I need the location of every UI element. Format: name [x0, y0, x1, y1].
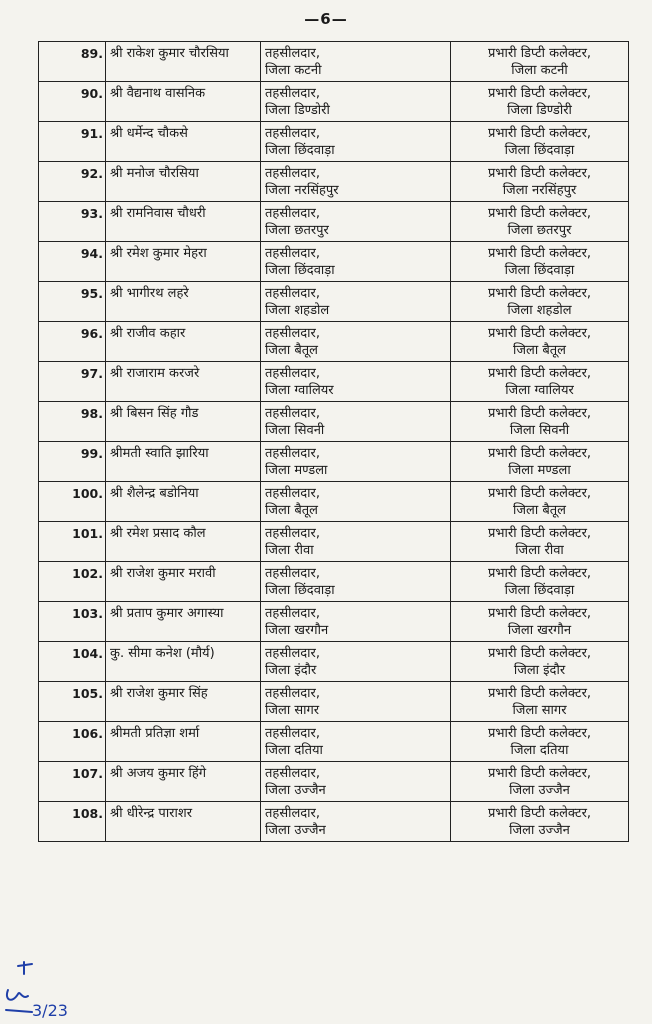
- new-designation: प्रभारी डिप्टी कलेक्टर,: [487, 46, 592, 61]
- current-district: जिला ग्वालियर: [265, 383, 334, 398]
- current-designation: तहसीलदार,: [265, 46, 321, 61]
- new-district: जिला सिवनी: [509, 423, 570, 438]
- serial-number: 89.: [39, 42, 106, 82]
- current-district: जिला छिंदवाड़ा: [265, 263, 335, 278]
- serial-number: 91.: [39, 122, 106, 162]
- current-designation: तहसीलदार,: [265, 126, 321, 141]
- new-designation: प्रभारी डिप्टी कलेक्टर,: [487, 366, 592, 381]
- current-posting: [261, 322, 451, 362]
- new-posting: [451, 562, 629, 602]
- current-posting: [261, 162, 451, 202]
- table-row: [39, 722, 629, 762]
- new-designation: प्रभारी डिप्टी कलेक्टर,: [487, 446, 592, 461]
- table-row: [39, 202, 629, 242]
- current-district: जिला छिंदवाड़ा: [265, 143, 335, 158]
- current-district: जिला सागर: [265, 703, 320, 718]
- new-posting: [451, 162, 629, 202]
- officer-name: श्री राजेश कुमार सिंह: [106, 682, 261, 722]
- serial-number: 93.: [39, 202, 106, 242]
- new-posting: [451, 802, 629, 842]
- current-district: जिला इंदौर: [265, 663, 317, 678]
- table-row: [39, 42, 629, 82]
- serial-number: 106.: [39, 722, 106, 762]
- table-row: [39, 442, 629, 482]
- current-designation: तहसीलदार,: [265, 726, 321, 741]
- table-row: [39, 522, 629, 562]
- current-designation: तहसीलदार,: [265, 646, 321, 661]
- serial-number: 99.: [39, 442, 106, 482]
- table-row: [39, 682, 629, 722]
- serial-number: 104.: [39, 642, 106, 682]
- new-district: जिला शहडोल: [507, 303, 572, 318]
- serial-number: 96.: [39, 322, 106, 362]
- officer-name: श्री रामनिवास चौधरी: [106, 202, 261, 242]
- serial-number: 90.: [39, 82, 106, 122]
- new-district: जिला उज्जैन: [509, 783, 570, 798]
- new-district: जिला मण्डला: [508, 463, 571, 478]
- current-designation: तहसीलदार,: [265, 166, 321, 181]
- new-posting: [451, 482, 629, 522]
- officer-name: श्री मनोज चौरसिया: [106, 162, 261, 202]
- new-district: जिला सागर: [512, 703, 567, 718]
- current-posting: [261, 642, 451, 682]
- new-posting: [451, 442, 629, 482]
- new-designation: प्रभारी डिप्टी कलेक्टर,: [487, 646, 592, 661]
- new-district: जिला छतरपुर: [507, 223, 572, 238]
- officer-name: श्री बिसन सिंह गौड: [106, 402, 261, 442]
- current-district: जिला डिण्डोरी: [265, 103, 330, 118]
- officer-name: श्री राजाराम करजरे: [106, 362, 261, 402]
- new-designation: प्रभारी डिप्टी कलेक्टर,: [487, 726, 592, 741]
- new-district: जिला डिण्डोरी: [507, 103, 572, 118]
- new-posting: [451, 42, 629, 82]
- new-district: जिला ग्वालियर: [505, 383, 574, 398]
- current-posting: [261, 802, 451, 842]
- new-designation: प्रभारी डिप्टी कलेक्टर,: [487, 166, 592, 181]
- current-designation: तहसीलदार,: [265, 686, 321, 701]
- officer-name: श्री रमेश प्रसाद कौल: [106, 522, 261, 562]
- current-designation: तहसीलदार,: [265, 326, 321, 341]
- current-designation: तहसीलदार,: [265, 526, 321, 541]
- officer-name: श्री अजय कुमार हिंगे: [106, 762, 261, 802]
- current-district: जिला खरगौन: [265, 623, 329, 638]
- new-posting: [451, 362, 629, 402]
- current-posting: [261, 442, 451, 482]
- signature-initials: [2, 960, 82, 1024]
- new-posting: [451, 522, 629, 562]
- serial-number: 95.: [39, 282, 106, 322]
- new-posting: [451, 282, 629, 322]
- new-designation: प्रभारी डिप्टी कलेक्टर,: [487, 206, 592, 221]
- current-district: जिला उज्जैन: [265, 783, 326, 798]
- current-district: जिला कटनी: [265, 63, 322, 78]
- new-posting: [451, 322, 629, 362]
- officer-name: श्री भागीरथ लहरे: [106, 282, 261, 322]
- current-designation: तहसीलदार,: [265, 606, 321, 621]
- table-row: [39, 162, 629, 202]
- current-district: जिला रीवा: [265, 543, 314, 558]
- current-designation: तहसीलदार,: [265, 246, 321, 261]
- current-district: जिला छिंदवाड़ा: [265, 583, 335, 598]
- new-posting: [451, 642, 629, 682]
- new-district: जिला कटनी: [511, 63, 568, 78]
- current-posting: [261, 82, 451, 122]
- current-district: जिला दतिया: [265, 743, 323, 758]
- serial-number: 108.: [39, 802, 106, 842]
- current-district: जिला बैतूल: [265, 343, 318, 358]
- officer-name: श्रीमती स्वाति झारिया: [106, 442, 261, 482]
- serial-number: 92.: [39, 162, 106, 202]
- current-designation: तहसीलदार,: [265, 286, 321, 301]
- table-row: [39, 322, 629, 362]
- current-posting: [261, 482, 451, 522]
- new-posting: [451, 202, 629, 242]
- new-designation: प्रभारी डिप्टी कलेक्टर,: [487, 86, 592, 101]
- current-posting: [261, 282, 451, 322]
- serial-number: 105.: [39, 682, 106, 722]
- current-posting: [261, 762, 451, 802]
- new-district: जिला बैतूल: [513, 343, 566, 358]
- current-posting: [261, 242, 451, 282]
- current-district: जिला उज्जैन: [265, 823, 326, 838]
- officer-name: श्री राजीव कहार: [106, 322, 261, 362]
- new-posting: [451, 122, 629, 162]
- new-designation: प्रभारी डिप्टी कलेक्टर,: [487, 526, 592, 541]
- current-designation: तहसीलदार,: [265, 446, 321, 461]
- new-posting: [451, 602, 629, 642]
- new-posting: [451, 722, 629, 762]
- new-district: जिला उज्जैन: [509, 823, 570, 838]
- new-designation: प्रभारी डिप्टी कलेक्टर,: [487, 806, 592, 821]
- officer-name: श्री राकेश कुमार चौरसिया: [106, 42, 261, 82]
- current-posting: [261, 202, 451, 242]
- table-row: [39, 802, 629, 842]
- officer-name: श्री वैद्यनाथ वासनिक: [106, 82, 261, 122]
- signature-date: 3/23: [32, 1001, 68, 1020]
- new-posting: [451, 762, 629, 802]
- serial-number: 100.: [39, 482, 106, 522]
- new-posting: [451, 402, 629, 442]
- current-posting: [261, 562, 451, 602]
- serial-number: 98.: [39, 402, 106, 442]
- current-district: जिला बैतूल: [265, 503, 318, 518]
- current-designation: तहसीलदार,: [265, 406, 321, 421]
- current-posting: [261, 42, 451, 82]
- table-row: [39, 242, 629, 282]
- new-district: जिला छिंदवाड़ा: [504, 143, 575, 158]
- current-designation: तहसीलदार,: [265, 486, 321, 501]
- new-designation: प्रभारी डिप्टी कलेक्टर,: [487, 486, 592, 501]
- serial-number: 103.: [39, 602, 106, 642]
- officer-name: श्री रमेश कुमार मेहरा: [106, 242, 261, 282]
- current-designation: तहसीलदार,: [265, 566, 321, 581]
- officer-name: कु. सीमा कनेश (मौर्य): [106, 642, 261, 682]
- current-designation: तहसीलदार,: [265, 86, 321, 101]
- serial-number: 107.: [39, 762, 106, 802]
- officer-name: श्री राजेश कुमार मरावी: [106, 562, 261, 602]
- serial-number: 94.: [39, 242, 106, 282]
- current-designation: तहसीलदार,: [265, 806, 321, 821]
- table-row: [39, 362, 629, 402]
- transfer-table: [38, 41, 629, 842]
- new-designation: प्रभारी डिप्टी कलेक्टर,: [487, 126, 592, 141]
- new-district: जिला इंदौर: [513, 663, 566, 678]
- table-row: [39, 122, 629, 162]
- table-row: [39, 282, 629, 322]
- new-posting: [451, 682, 629, 722]
- new-designation: प्रभारी डिप्टी कलेक्टर,: [487, 566, 592, 581]
- current-district: जिला छतरपुर: [265, 223, 329, 238]
- new-designation: प्रभारी डिप्टी कलेक्टर,: [487, 326, 592, 341]
- new-district: जिला बैतूल: [513, 503, 566, 518]
- new-district: जिला दतिया: [510, 743, 569, 758]
- current-posting: [261, 362, 451, 402]
- current-posting: [261, 722, 451, 762]
- new-designation: प्रभारी डिप्टी कलेक्टर,: [487, 606, 592, 621]
- table-row: [39, 482, 629, 522]
- new-designation: प्रभारी डिप्टी कलेक्टर,: [487, 766, 592, 781]
- page-number: —6—: [304, 10, 348, 28]
- current-posting: [261, 682, 451, 722]
- current-posting: [261, 522, 451, 562]
- serial-number: 102.: [39, 562, 106, 602]
- new-district: जिला नरसिंहपुर: [502, 183, 577, 198]
- new-designation: प्रभारी डिप्टी कलेक्टर,: [487, 286, 592, 301]
- table-row: [39, 642, 629, 682]
- current-district: जिला सिवनी: [265, 423, 325, 438]
- serial-number: 97.: [39, 362, 106, 402]
- officer-name: श्री शैलेन्द्र बडोनिया: [106, 482, 261, 522]
- current-posting: [261, 602, 451, 642]
- table-row: [39, 762, 629, 802]
- current-posting: [261, 122, 451, 162]
- officer-name: श्री धर्मेन्द चौकसे: [106, 122, 261, 162]
- new-district: जिला छिंदवाड़ा: [504, 583, 575, 598]
- table-row: [39, 402, 629, 442]
- new-designation: प्रभारी डिप्टी कलेक्टर,: [487, 686, 592, 701]
- new-designation: प्रभारी डिप्टी कलेक्टर,: [487, 406, 592, 421]
- serial-number: 101.: [39, 522, 106, 562]
- current-designation: तहसीलदार,: [265, 766, 321, 781]
- current-district: जिला नरसिंहपुर: [265, 183, 339, 198]
- new-district: जिला खरगौन: [507, 623, 572, 638]
- table-row: [39, 82, 629, 122]
- officer-name: श्री धीरेन्द्र पाराशर: [106, 802, 261, 842]
- current-district: जिला मण्डला: [265, 463, 328, 478]
- current-posting: [261, 402, 451, 442]
- current-designation: तहसीलदार,: [265, 366, 321, 381]
- officer-name: श्रीमती प्रतिज्ञा शर्मा: [106, 722, 261, 762]
- current-district: जिला शहडोल: [265, 303, 330, 318]
- new-posting: [451, 82, 629, 122]
- new-district: जिला छिंदवाड़ा: [504, 263, 575, 278]
- new-district: जिला रीवा: [515, 543, 564, 558]
- table-row: [39, 602, 629, 642]
- officer-name: श्री प्रताप कुमार अगास्या: [106, 602, 261, 642]
- table-row: [39, 562, 629, 602]
- new-designation: प्रभारी डिप्टी कलेक्टर,: [487, 246, 592, 261]
- transfer-table-body: [39, 42, 629, 842]
- current-designation: तहसीलदार,: [265, 206, 321, 221]
- new-posting: [451, 242, 629, 282]
